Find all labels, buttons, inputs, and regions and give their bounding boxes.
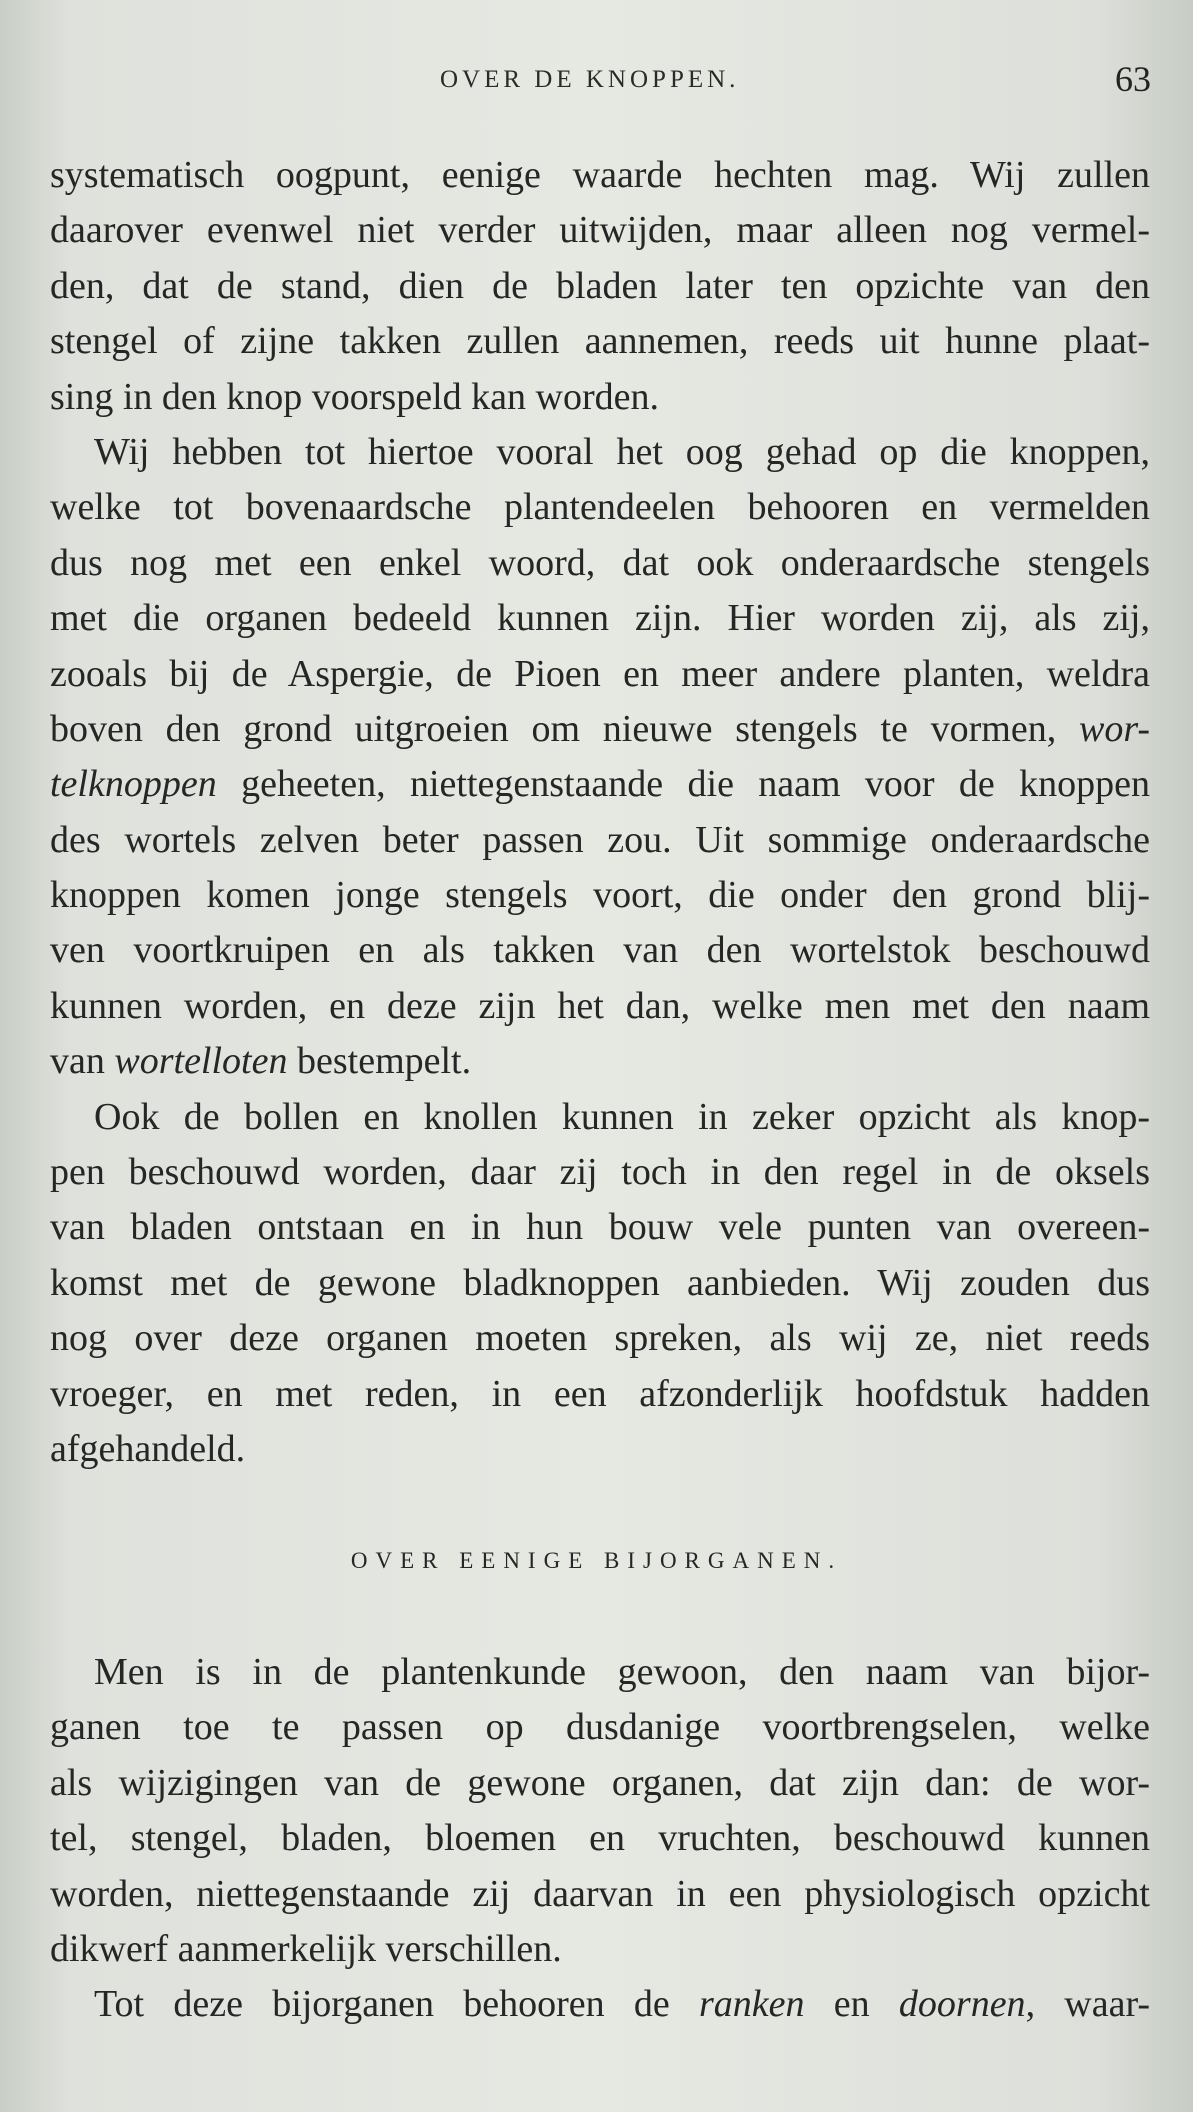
text-run: boven den grond uitgroeien om nieuwe stengels te vormen, [50,707,1057,750]
text-line: worden, niettegenstaande zij daarvan in een physiologisch opzicht [50,1872,1150,1915]
text-line [50,702,1150,757]
text-line [50,1034,1150,1089]
text-line: knoppen komen jonge stengels voort, die onder den grond blij- [50,874,1150,917]
text-line: dikwerf aanmerkelijk verschillen. [50,1927,562,1970]
text-line: komst met de gewone bladknoppen aanbieden. Wij zouden dus [50,1261,1150,1304]
italic-term: doornen [898,1983,1026,2026]
text-line: zooals bij de Aspergie, de Pioen en meer andere planten, weldra [50,652,1150,695]
text-line: als wijzigingen van de gewone organen, dat zijn dan: de wor- [50,1761,1150,1804]
text-line: vroeger, en met reden, in een afzonderlijk hoofdstuk hadden [50,1372,1150,1415]
text-line: welke tot bovenaardsche plantendeelen behooren en vermelden [50,486,1150,529]
text-line: ganen toe te passen op dusdanige voortbrengselen, welke [50,1706,1150,1749]
text-run: en [833,1983,870,2026]
italic-term: wor- [1078,707,1150,750]
text-line: nog over deze organen moeten spreken, als wij ze, niet reeds [50,1317,1150,1360]
text-line: dus nog met een enkel woord, dat ook onderaardsche stengels [50,541,1150,584]
text-run: Tot deze bijorganen behooren de [94,1983,670,2026]
italic-term: ranken [699,1983,805,2026]
text-line: des wortels zelven beter passen zou. Uit sommige onderaardsche [50,818,1150,861]
text-run: , waar- [1025,1983,1150,2026]
text-run: geheeten, niettegenstaande die naam voor de knoppen [241,763,1150,806]
text-line [50,757,1150,812]
text-line: Ook de bollen en knollen kunnen in zeker opzicht als knop- [94,1095,1150,1138]
page-header [0,58,1193,106]
text-line: tel, stengel, bladen, bloemen en vruchten, beschouwd kunnen [50,1817,1150,1860]
text-line: sing in den knop voorspeld kan worden. [50,375,659,418]
text-line: met die organen bedeeld kunnen zijn. Hier worden zij, als zij, [50,597,1150,640]
running-head: OVER DE KNOPPEN. [440,66,740,93]
text-line: Wij hebben tot hiertoe vooral het oog gehad op die knoppen, [94,430,1150,473]
text-run: bestempelt. [296,1040,472,1083]
body-text-bottom [50,1645,1150,2033]
text-run: van [50,1040,105,1083]
text-line: pen beschouwd worden, daar zij toch in den regel in de oksels [50,1151,1150,1194]
page-number: 63 [1115,59,1151,99]
text-line [50,1977,1150,2032]
section-heading: OVER EENIGE BIJORGANEN. [350,1548,843,1573]
text-line: kunnen worden, en deze zijn het dan, welke men met den naam [50,984,1150,1027]
text-line: den, dat de stand, dien de bladen later ten opzichte van den [50,264,1150,307]
text-line: stengel of zijne takken zullen aannemen, reeds uit hunne plaat- [50,320,1150,363]
body-text-top [50,148,1150,1477]
text-line: ven voortkruipen en als takken van den wortelstok beschouwd [50,929,1150,972]
text-line: systematisch oogpunt, eenige waarde hechten mag. Wij zullen [50,154,1150,196]
text-line: van bladen ontstaan en in hun bouw vele punten van overeen- [50,1206,1150,1249]
italic-term: wortelloten [114,1040,288,1083]
text-line: afgehandeld. [50,1427,246,1470]
text-line: Men is in de plantenkunde gewoon, den naam van bijor- [94,1651,1150,1693]
text-line: daarover evenwel niet verder uitwijden, maar alleen nog vermel- [50,209,1150,252]
italic-term: telknoppen [50,763,217,806]
